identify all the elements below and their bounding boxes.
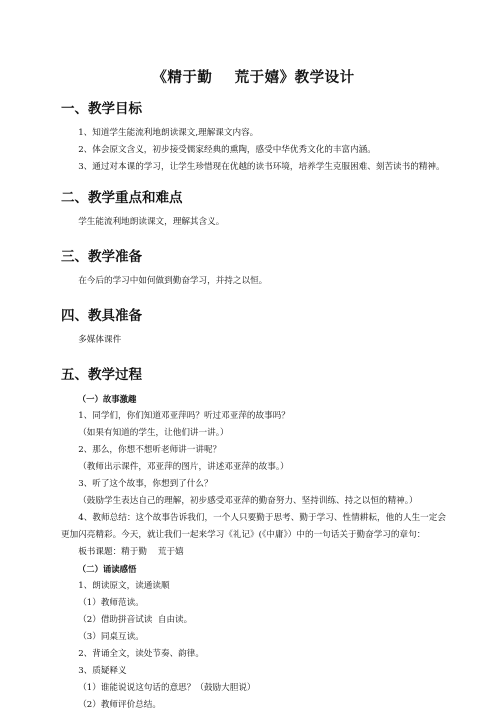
process-line: （2）借助拼音试读 自由读。: [78, 615, 193, 625]
process-line: 2、那么，你想不想听老师讲一讲呢？: [78, 445, 222, 455]
process-line: 3、听了这个故事，你想到了什么？: [78, 479, 213, 489]
process-line: 4、教师总结：这个故事告诉我们，一个人只要勤于思考、勤于学习、性情耕耘，他的人生一定会更加闪亮精彩。今天，就让我们一起来学习《礼记》(《中庸》）中的一句话关于勤奋学习的章句：: [61, 513, 446, 540]
process-line: （教师出示课件，邓亚萍的图片，讲述邓亚萍的故事。）: [78, 462, 289, 472]
key-points-text: 学生能流利地朗读课文，理解其含义。: [78, 217, 225, 227]
process-line: 1、同学们，你们知道邓亚萍吗？听过邓亚萍的故事吗？: [78, 411, 290, 421]
process-subheading-reading: （二）诵读感悟: [77, 564, 137, 574]
process-subheading-story: （一）故事激趣: [77, 394, 137, 404]
goal-item-1: 1、知道学生能流利地朗读课文,理解课文内容。: [78, 128, 259, 138]
teaching-aids-text: 多媒体课件: [78, 335, 122, 345]
section-heading-process: 五、教学过程: [61, 367, 142, 383]
process-line: 3、质疑释义: [78, 666, 127, 676]
process-line: 1、朗读原文，读通读顺: [78, 581, 170, 591]
process-line: （1）谁能说说这句话的意思？（鼓励大胆说）: [78, 683, 256, 693]
section-heading-key-points: 二、教学重点和难点: [61, 190, 183, 206]
process-line: 2、背诵全文，读处节奏、韵律。: [78, 649, 204, 659]
process-board-title: 板书课题：精于勤 荒于嬉: [78, 547, 184, 557]
process-line: （2）教师评价总结。: [78, 700, 161, 710]
process-line: （如果有知道的学生，让他们讲一讲。）: [78, 428, 229, 438]
process-line: （3）同桌互读。: [78, 632, 144, 642]
goal-item-3: 3、通过对本课的学习，让学生珍惜现在优越的读书环境，培养学生克服困难、刻苦读书的精神。: [78, 162, 445, 172]
document-title: 《精于勤 荒于嬉》教学设计: [152, 70, 355, 86]
section-heading-preparation: 三、教学准备: [61, 249, 142, 265]
goal-item-2: 2、体会原文含义，初步接受儒家经典的熏陶，感受中华优秀文化的丰富内涵。: [78, 145, 376, 155]
preparation-text: 在今后的学习中如何做到勤奋学习，并持之以恒。: [78, 276, 268, 286]
section-heading-goals: 一、教学目标: [61, 101, 142, 117]
section-heading-teaching-aids: 四、教具准备: [61, 308, 142, 324]
process-line: （鼓励学生表达自己的理解，初步感受邓亚萍的勤奋努力、坚持训练、持之以恒的精神。）: [78, 496, 418, 506]
process-line: （1）教师范读。: [78, 598, 144, 608]
